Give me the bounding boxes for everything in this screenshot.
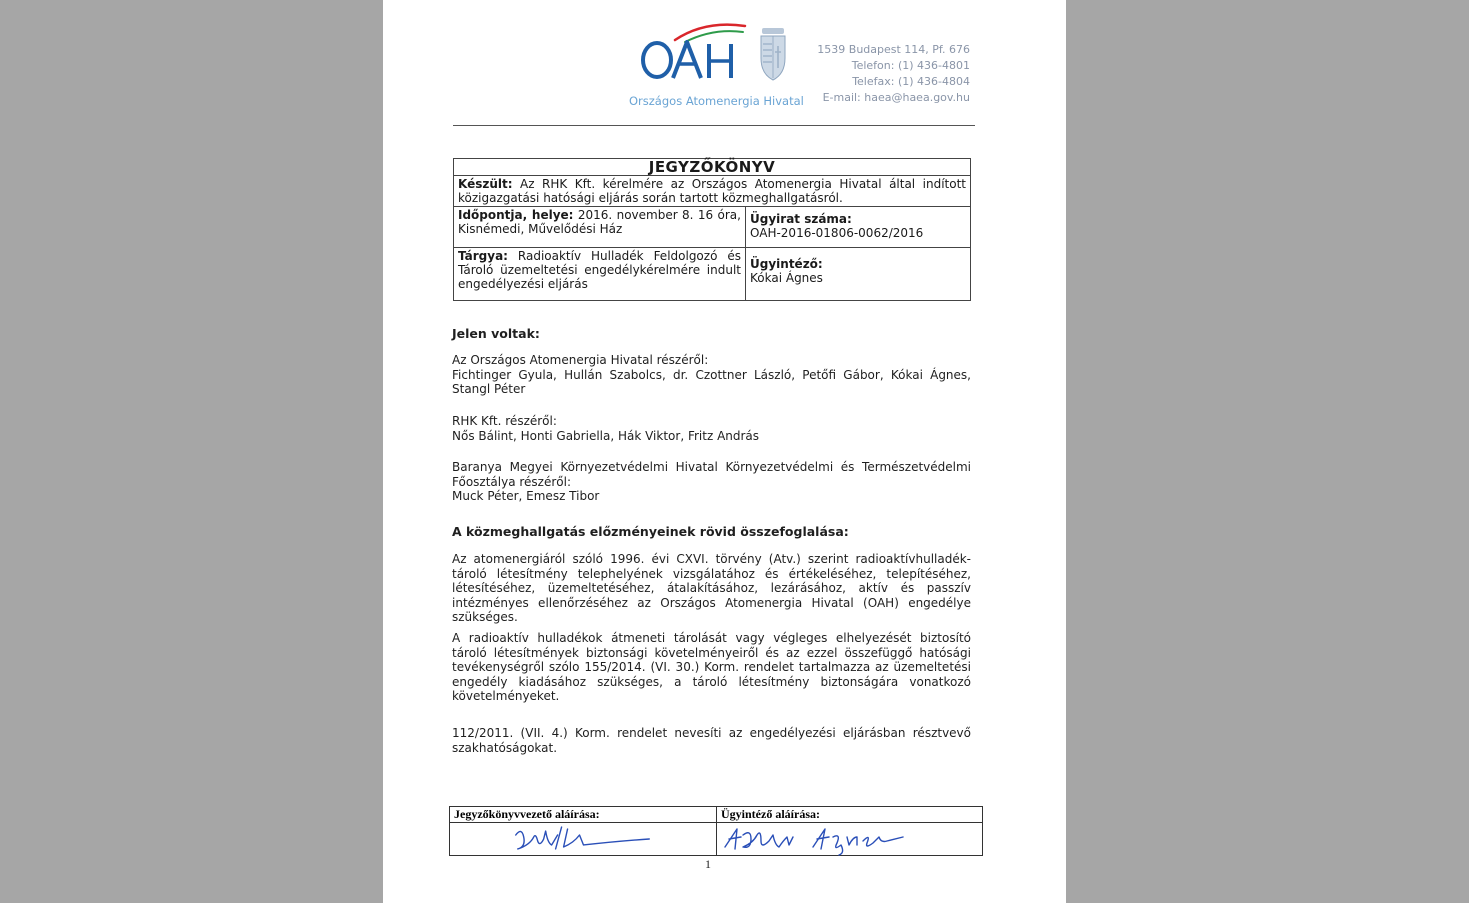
- telefax: Telefax: (1) 436-4804: [852, 75, 970, 88]
- officer-signature-cell: [717, 807, 982, 855]
- contact-block: [817, 42, 970, 106]
- svg-text:OAH: OAH: [636, 78, 639, 79]
- officer-signature-label: Ügyintéző aláírása:: [717, 807, 982, 823]
- attendee-group-oah: [452, 353, 971, 397]
- made-text: Az RHK Kft. kérelmére az Országos Atomenergia Hivatal által indított közigazgatási hatósági eljárás során tartott közmeghallgatásról.: [458, 177, 966, 205]
- subject-label: Tárgya:: [458, 249, 508, 263]
- officer-cell: [746, 248, 970, 300]
- subject-text: Radioaktív Hulladék Feldolgozó és Tároló üzemeltetési engedélykérelmére indult engedélyezési eljárás: [458, 249, 741, 291]
- group-from: Az Országos Atomenergia Hivatal részéről:: [452, 353, 709, 367]
- telephone: Telefon: (1) 436-4801: [851, 59, 970, 72]
- summary-paragraph-2: A radioaktív hulladékok átmeneti tárolását vagy végleges elhelyezését biztosító tároló létesítmények biztonsági követelményeiről és az ezzel összefüggő hatósági tevékenységről szólo 155/2014. (VI. 30.) Korm. rendelet tartalmazza az üzemeltetési engedély kiadásához szükséges, a tároló létesítmény biztonságára vonatkozó követelményeket.: [452, 631, 971, 703]
- summary-paragraph-1: Az atomenergiáról szóló 1996. évi CXVI. törvény (Atv.) szerint radioaktívhulladék-tároló létesítmény telephelyének vizsgálatához és értékeléséhez, telepítéséhez, létesítéséhez, üzemeltetéséhez, átalakításához, lezárásához, aktív és passzív intézményes ellenőrzéséhez az Országos Atomenergia Hivatal (OAH) engedélye szükséges.: [452, 552, 971, 624]
- made-label: Készült:: [458, 177, 513, 191]
- attendee-group-baranya: [452, 460, 971, 504]
- time-place-text: 2016. november 8. 16 óra, Kisnémedi, Művelődési Ház: [458, 208, 741, 236]
- group-names: Muck Péter, Emesz Tibor: [452, 489, 600, 503]
- signature-table: [449, 806, 983, 856]
- page-number: 1: [705, 857, 711, 871]
- time-place-cell: [454, 207, 746, 247]
- summary-paragraph-3: 112/2011. (VII. 4.) Korm. rendelet nevesíti az engedélyezési eljárásban résztvevő szakhatóságokat.: [452, 726, 971, 755]
- header-divider: [453, 125, 975, 126]
- case-number-cell: [746, 207, 970, 247]
- record-header-table: [453, 158, 971, 301]
- document-page: [383, 0, 1066, 903]
- subject-cell: [454, 248, 746, 300]
- organization-name: Országos Atomenergia Hivatal: [629, 94, 804, 108]
- email[interactable]: E-mail: haea@haea.gov.hu: [822, 91, 970, 104]
- attendee-group-rhk: [452, 414, 971, 443]
- officer-label: Ügyintéző:: [750, 257, 823, 271]
- recorder-signature: [450, 823, 716, 856]
- recorder-signature-cell: [450, 807, 717, 855]
- attendees-heading: Jelen voltak:: [452, 326, 540, 341]
- postal-address: 1539 Budapest 114, Pf. 676: [817, 43, 970, 56]
- made-cell: [454, 176, 970, 206]
- summary-heading: A közmeghallgatás előzményeinek rövid összefoglalása:: [452, 524, 849, 539]
- time-place-label: Időpontja, helye:: [458, 208, 574, 222]
- group-names: Fichtinger Gyula, Hullán Szabolcs, dr. Czottner László, Petőfi Gábor, Kókai Ágnes, Stangl Péter: [452, 367, 971, 396]
- officer-signature: [717, 823, 982, 856]
- case-number-label: Ügyirat száma:: [750, 212, 852, 226]
- group-from: RHK Kft. részéről:: [452, 414, 557, 428]
- group-from: Baranya Megyei Környezetvédelmi Hivatal Környezetvédelmi és Természetvédelmi Főosztálya részéről:: [452, 460, 971, 489]
- oah-logo: [635, 18, 800, 88]
- group-names: Nős Bálint, Honti Gabriella, Hák Viktor, Fritz András: [452, 428, 760, 443]
- officer-name: Kókai Ágnes: [750, 271, 823, 285]
- case-number: OAH-2016-01806-0062/2016: [750, 226, 924, 240]
- document-title: JEGYZŐKÖNYV: [648, 158, 776, 176]
- recorder-signature-label: Jegyzőkönyvvezető aláírása:: [450, 807, 716, 823]
- coat-of-arms-icon: [761, 28, 785, 80]
